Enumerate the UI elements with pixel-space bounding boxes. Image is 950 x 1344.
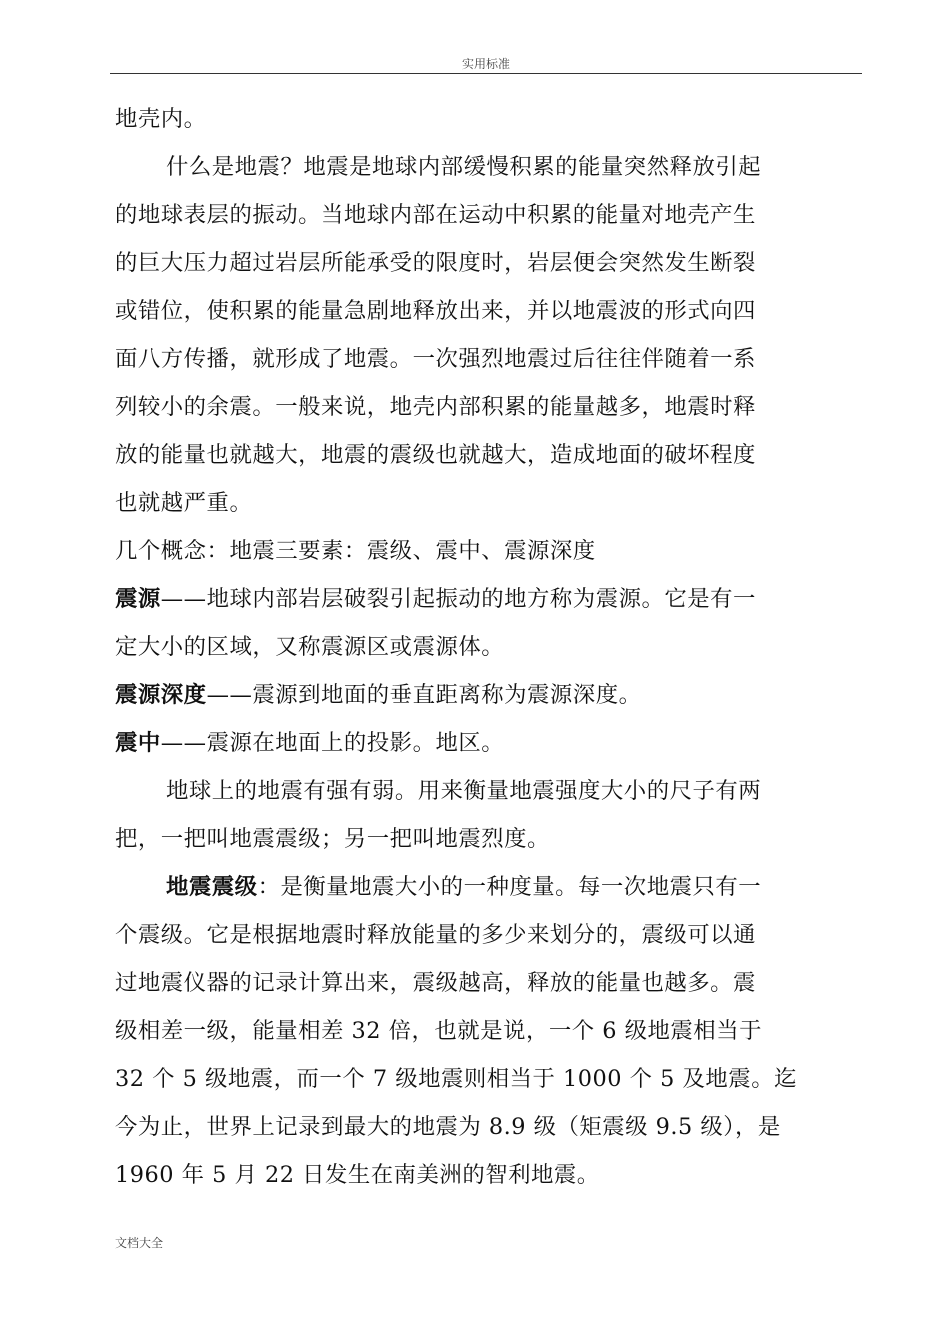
body-line: 今为止，世界上记录到最大的地震为 8.9 级（矩震级 9.5 级），是 <box>115 1114 781 1140</box>
definition-text: ：是衡量地震大小的一种度量。每一次地震只有一 <box>257 874 762 900</box>
body-line: 把，一把叫地震震级；另一把叫地震烈度。 <box>115 826 550 852</box>
body-line: 个震级。它是根据地震时释放能量的多少来划分的，震级可以通 <box>115 922 756 948</box>
definition-epicenter <box>115 728 860 758</box>
page-footer: 文档大全 <box>115 1236 164 1250</box>
body-line: 的地球表层的振动。当地球内部在运动中积累的能量对地壳产生 <box>115 202 756 228</box>
body-line: 列较小的余震。一般来说，地壳内部积累的能量越多，地震时释 <box>115 394 756 420</box>
term-focal-depth: 震源深度 <box>115 682 207 708</box>
definition-text: ——震源到地面的垂直距离称为震源深度。 <box>206 682 642 708</box>
body-line: 32 个 5 级地震，而一个 7 级地震则相当于 1000 个 5 及地震。迄 <box>115 1066 797 1092</box>
body-line: 级相差一级，能量相差 32 倍，也就是说，一个 6 级地震相当于 <box>115 1018 762 1044</box>
definition-focal-depth <box>115 680 860 710</box>
concepts-heading: 几个概念：地震三要素：震级、震中、震源深度 <box>115 538 596 564</box>
definition-magnitude <box>166 872 911 902</box>
body-line: 面八方传播，就形成了地震。一次强烈地震过后往往伴随着一系 <box>115 346 756 372</box>
definition-text: ——地球内部岩层破裂引起振动的地方称为震源。它是有一 <box>160 586 756 612</box>
body-line: 也就越严重。 <box>115 490 253 516</box>
page-header: 实用标准 <box>461 57 510 71</box>
term-hypocenter: 震源 <box>115 586 161 612</box>
body-line: 的巨大压力超过岩层所能承受的限度时，岩层便会突然发生断裂 <box>115 250 756 276</box>
body-line: 放的能量也就越大，地震的震级也就越大，造成地面的破坏程度 <box>115 442 756 468</box>
definition-text: ——震源在地面上的投影。地区。 <box>160 730 505 756</box>
body-line: 什么是地震？地震是地球内部缓慢积累的能量突然释放引起 <box>166 154 762 180</box>
body-line: 定大小的区域，又称震源区或震源体。 <box>115 634 505 660</box>
body-line: 地壳内。 <box>115 106 207 132</box>
body-line: 或错位，使积累的能量急剧地释放出来，并以地震波的形式向四 <box>115 298 756 324</box>
body-line: 过地震仪器的记录计算出来，震级越高，释放的能量也越多。震 <box>115 970 756 996</box>
body-line: 1960 年 5 月 22 日发生在南美洲的智利地震。 <box>115 1162 600 1188</box>
definition-hypocenter <box>115 584 860 614</box>
term-magnitude: 地震震级 <box>166 874 258 900</box>
header-divider <box>110 73 862 74</box>
term-epicenter: 震中 <box>115 730 161 756</box>
body-line: 地球上的地震有强有弱。用来衡量地震强度大小的尺子有两 <box>166 778 762 804</box>
